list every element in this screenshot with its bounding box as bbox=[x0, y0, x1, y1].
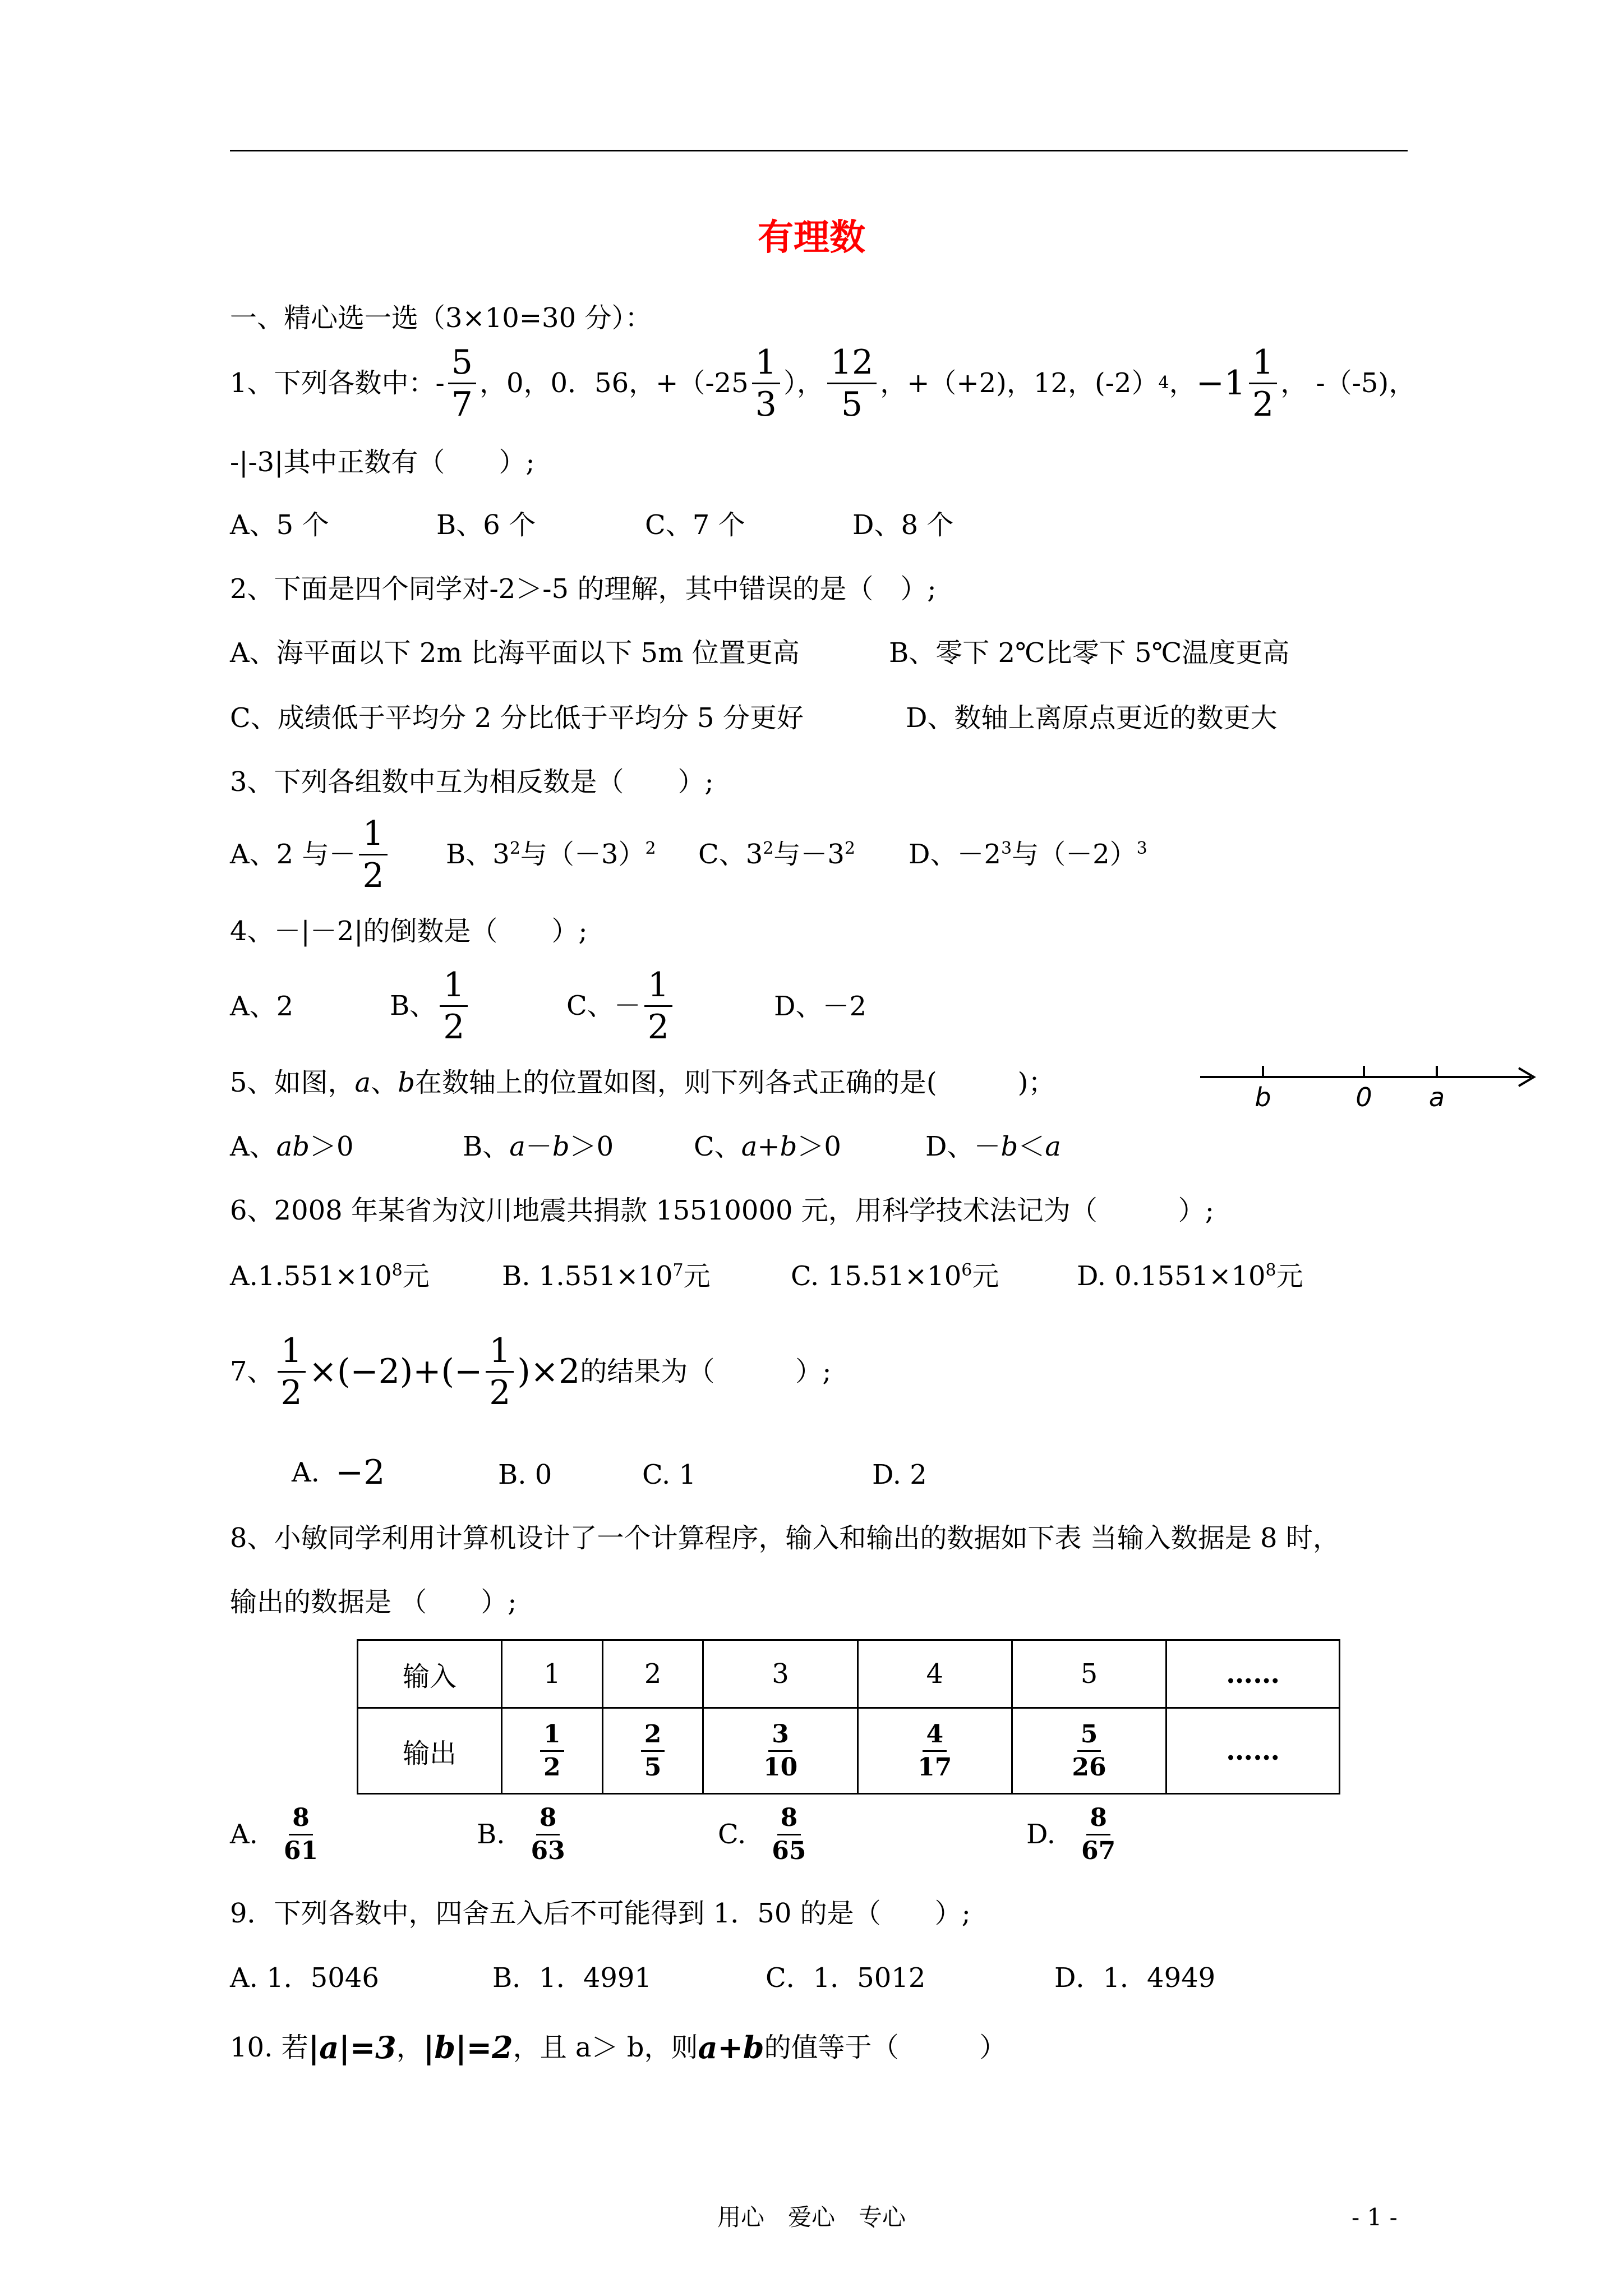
output-fraction bbox=[914, 1719, 955, 1782]
q5-text-2: 、 bbox=[371, 1067, 398, 1098]
q9-option-a: A. 1．5046 bbox=[230, 1962, 379, 1994]
page-title: 有理数 bbox=[758, 217, 865, 259]
q8-opt-b-den: 63 bbox=[531, 1836, 565, 1865]
q4-opt-c-den: 2 bbox=[647, 1007, 669, 1047]
q8-opt-d-fraction bbox=[1078, 1803, 1119, 1865]
q1-option-d: D、8 个 bbox=[852, 509, 954, 541]
table-cell bbox=[602, 1708, 703, 1794]
table-row-output bbox=[358, 1708, 1340, 1794]
q8-opt-a-den: 61 bbox=[283, 1836, 319, 1865]
q4-opt-b-num: 1 bbox=[440, 968, 468, 1007]
q5-opt-c-var2: b bbox=[780, 1131, 797, 1162]
table-cell: 2 bbox=[602, 1640, 703, 1708]
q1-option-c: C、7 个 bbox=[645, 509, 745, 541]
question-10 bbox=[230, 2025, 1007, 2070]
q10-mid: ，且 a＞ b，则 bbox=[513, 2032, 698, 2063]
q6-opt-b-post: 元 bbox=[683, 1260, 711, 1292]
q5-var-b: b bbox=[398, 1067, 415, 1098]
q6-opt-b-sup: 7 bbox=[672, 1260, 684, 1280]
q3-opt-a-pre: A、2 与－ bbox=[230, 839, 356, 870]
q5-opt-b-mid: － bbox=[525, 1131, 552, 1162]
q5-option-a bbox=[230, 1133, 354, 1160]
q8-opt-a-label: A. bbox=[230, 1819, 258, 1850]
q1-f1-num: 5 bbox=[448, 346, 476, 384]
q3-opt-c-sup2: 2 bbox=[844, 839, 856, 858]
q3-opt-a-num: 1 bbox=[359, 817, 387, 855]
q5-text-1: 5、如图， bbox=[230, 1067, 355, 1098]
q5-text-3: 在数轴上的位置如图，则下列各式正确的是( )； bbox=[414, 1067, 1055, 1098]
q7-f2-num: 1 bbox=[486, 1334, 514, 1373]
q1-fraction-4 bbox=[1249, 342, 1277, 424]
output-fraction bbox=[760, 1719, 801, 1782]
q6-opt-c-post: 元 bbox=[972, 1260, 999, 1292]
q6-option-a bbox=[230, 1262, 430, 1290]
q4-opt-b-fraction bbox=[440, 965, 468, 1047]
q7-prefix: 7、 bbox=[230, 1356, 274, 1387]
q6-opt-c-sup: 6 bbox=[961, 1260, 972, 1280]
q8-opt-a-num: 8 bbox=[289, 1806, 313, 1835]
q1-option-a: A、5 个 bbox=[230, 509, 329, 541]
output-den: 2 bbox=[543, 1752, 561, 1782]
q5-opt-b-pre: B、 bbox=[463, 1131, 510, 1162]
q3-opt-b-mid: 与（－3） bbox=[520, 839, 645, 870]
q10-expr: a+b bbox=[698, 2030, 764, 2065]
q5-opt-c-var1: a bbox=[741, 1131, 758, 1162]
q3-opt-a-fraction bbox=[359, 813, 387, 895]
q1-f2-num: 1 bbox=[752, 346, 780, 384]
q2-option-c: C、成绩低于平均分 2 分比低于平均分 5 分更好 bbox=[230, 702, 804, 734]
label-b: b bbox=[1255, 1082, 1271, 1112]
question-8-line-1: 8、小敏同学利用计算机设计了一个计算程序，输入和输出的数据如下表 当输入数据是 8 时， bbox=[230, 1522, 1340, 1554]
q1-f4-num: 1 bbox=[1249, 346, 1277, 384]
q2-option-a: A、海平面以下 2m 比海平面以下 5m 位置更高 bbox=[230, 637, 800, 669]
q5-opt-c-post: ＞0 bbox=[797, 1131, 841, 1162]
q1-f1-den: 7 bbox=[451, 384, 473, 424]
q5-option-d bbox=[925, 1133, 1061, 1160]
q6-opt-a-pre: A.1.551×10 bbox=[230, 1260, 392, 1292]
output-num: 1 bbox=[540, 1722, 564, 1752]
q5-opt-d-mid: ＜ bbox=[1018, 1131, 1045, 1162]
q1-f4-den: 2 bbox=[1252, 384, 1274, 424]
q3-opt-d-pre: D、－2 bbox=[909, 839, 1002, 870]
q10-prefix: 10. 若 bbox=[230, 2032, 308, 2063]
q7-opt-a-pre: A. bbox=[292, 1457, 320, 1488]
output-den: 26 bbox=[1072, 1752, 1106, 1782]
q5-option-b bbox=[463, 1133, 614, 1160]
q7-expr-1: ×(−2)+(− bbox=[308, 1352, 483, 1391]
output-fraction bbox=[540, 1719, 564, 1782]
q8-opt-c-fraction bbox=[768, 1803, 809, 1865]
q7-f1-den: 2 bbox=[280, 1373, 302, 1412]
q3-opt-c-mid: 与－3 bbox=[773, 839, 845, 870]
output-num: 5 bbox=[1077, 1722, 1101, 1752]
q5-opt-d-var2: a bbox=[1045, 1131, 1061, 1162]
q7-expr-2: )×2 bbox=[517, 1352, 580, 1391]
table-row-input bbox=[358, 1640, 1340, 1708]
table-head-output: 输出 bbox=[358, 1708, 502, 1794]
q5-option-c bbox=[694, 1133, 841, 1160]
q4-opt-c-pre: C、－ bbox=[566, 990, 641, 1022]
q5-opt-b-post: ＞0 bbox=[569, 1131, 614, 1162]
q4-opt-c-fraction bbox=[644, 965, 672, 1047]
q4-option-a: A、2 bbox=[230, 991, 294, 1022]
question-1-line-1 bbox=[230, 342, 1416, 424]
number-line-diagram bbox=[1195, 1055, 1542, 1116]
q8-option-a bbox=[230, 1798, 325, 1871]
q3-option-b bbox=[446, 840, 656, 868]
q1-fraction-1 bbox=[448, 342, 476, 424]
q8-opt-a-fraction bbox=[280, 1803, 321, 1865]
q3-opt-b-pre: B、3 bbox=[446, 839, 510, 870]
output-den: 17 bbox=[917, 1752, 952, 1782]
q10-abs-a: |a|=3 bbox=[308, 2030, 396, 2065]
q1-fraction-2 bbox=[752, 342, 780, 424]
q1-mid-3: ，+（+2)，12，(-2） bbox=[880, 367, 1159, 399]
q1-mixed-whole: −1 bbox=[1196, 364, 1246, 403]
q3-opt-d-sup2: 3 bbox=[1136, 839, 1147, 858]
label-a: a bbox=[1428, 1082, 1445, 1112]
q4-opt-b-den: 2 bbox=[443, 1007, 465, 1047]
q5-opt-d-pre: D、－ bbox=[925, 1131, 1001, 1162]
q5-opt-b-var2: b bbox=[552, 1131, 570, 1162]
q6-opt-d-sup: 8 bbox=[1265, 1260, 1276, 1280]
output-num: 2 bbox=[641, 1722, 665, 1752]
q3-option-a bbox=[230, 813, 391, 895]
section-heading: 一、精心选一选（3×10=30 分）： bbox=[230, 302, 652, 334]
table-head-input: 输入 bbox=[358, 1640, 502, 1708]
q1-mid-1: ，0，0．56，+（-25 bbox=[479, 367, 749, 399]
table-cell: 4 bbox=[857, 1640, 1012, 1708]
q6-opt-d-pre: D. 0.1551×10 bbox=[1077, 1260, 1266, 1292]
q5-opt-c-pre: C、 bbox=[694, 1131, 741, 1162]
q7-f2-den: 2 bbox=[489, 1373, 511, 1412]
q5-opt-a-pre: A、 bbox=[230, 1131, 276, 1162]
output-num: 4 bbox=[923, 1722, 947, 1752]
q7-f1-num: 1 bbox=[278, 1334, 306, 1373]
q3-opt-d-mid: 与（－2） bbox=[1012, 839, 1137, 870]
q8-opt-d-num: 8 bbox=[1086, 1806, 1110, 1835]
question-5 bbox=[230, 1069, 1055, 1096]
q10-abs-b: |b|=2 bbox=[423, 2030, 513, 2065]
q7-option-b: B. 0 bbox=[498, 1459, 552, 1490]
q1-prefix: 1、下列各数中：- bbox=[230, 367, 445, 399]
q8-option-d bbox=[1026, 1798, 1122, 1871]
q5-opt-b-var1: a bbox=[509, 1131, 525, 1162]
q2-option-b: B、零下 2℃比零下 5℃温度更高 bbox=[889, 637, 1290, 669]
footer-motto: 用心 爱心 专心 bbox=[717, 2203, 906, 2231]
q7-tail: 的结果为（ ）; bbox=[580, 1356, 832, 1387]
q7-option-d: D. 2 bbox=[872, 1459, 927, 1490]
q8-opt-c-num: 8 bbox=[777, 1806, 801, 1835]
q7-fraction-1 bbox=[278, 1331, 306, 1412]
question-8-line-2: 输出的数据是 （ ）; bbox=[230, 1586, 517, 1618]
table-cell-ellipsis: …… bbox=[1166, 1640, 1340, 1708]
question-6: 6、2008 年某省为汶川地震共捐款 15510000 元，用科学技术法记为（ ）; bbox=[230, 1195, 1214, 1226]
q10-tail: 的值等于（ ） bbox=[764, 2032, 1007, 2063]
q3-opt-c-pre: C、3 bbox=[698, 839, 763, 870]
q9-option-d: D．1．4949 bbox=[1054, 1962, 1216, 1994]
table-cell: 1 bbox=[502, 1640, 603, 1708]
q5-opt-a-var: ab bbox=[276, 1131, 310, 1162]
q4-option-c bbox=[566, 965, 676, 1047]
q1-mid-4: ， bbox=[1169, 367, 1196, 399]
q1-tail: ， -（-5)， bbox=[1280, 367, 1416, 399]
q1-sup-4: 4 bbox=[1158, 373, 1169, 393]
question-4: 4、－|－2|的倒数是（ ）; bbox=[230, 915, 588, 947]
question-3: 3、下列各组数中互为相反数是（ ）; bbox=[230, 766, 714, 798]
output-num: 3 bbox=[768, 1722, 792, 1752]
q10-sep: ， bbox=[396, 2032, 423, 2063]
q8-opt-c-den: 65 bbox=[772, 1836, 806, 1865]
question-7 bbox=[230, 1329, 831, 1414]
q1-f3-den: 5 bbox=[841, 384, 863, 424]
q8-opt-b-label: B. bbox=[477, 1819, 505, 1850]
table-cell bbox=[1012, 1708, 1166, 1794]
q5-opt-d-var1: b bbox=[1000, 1131, 1018, 1162]
q1-option-b: B、6 个 bbox=[436, 509, 536, 541]
q8-opt-d-den: 67 bbox=[1081, 1836, 1116, 1865]
label-0: 0 bbox=[1355, 1082, 1372, 1112]
q6-opt-c-pre: C. 15.51×10 bbox=[791, 1260, 962, 1292]
question-9: 9．下列各数中，四舍五入后不可能得到 1．50 的是（ ）; bbox=[230, 1898, 971, 1929]
q6-opt-d-post: 元 bbox=[1276, 1260, 1303, 1292]
q3-option-d bbox=[909, 840, 1147, 868]
q5-opt-c-mid: + bbox=[757, 1131, 780, 1162]
q1-fraction-3 bbox=[827, 342, 877, 424]
output-den: 5 bbox=[644, 1752, 662, 1782]
q5-var-a: a bbox=[354, 1067, 371, 1098]
table-cell: 5 bbox=[1012, 1640, 1166, 1708]
table-cell bbox=[857, 1708, 1012, 1794]
q8-opt-c-label: C. bbox=[718, 1819, 746, 1850]
q4-option-b bbox=[390, 965, 471, 1047]
header-rule bbox=[230, 150, 1408, 151]
q7-fraction-2 bbox=[486, 1331, 514, 1412]
output-fraction bbox=[1068, 1719, 1109, 1782]
output-fraction bbox=[641, 1719, 665, 1782]
q9-option-c: C．1．5012 bbox=[766, 1962, 926, 1994]
q2-option-d: D、数轴上离原点更近的数更大 bbox=[906, 702, 1278, 734]
q3-opt-d-sup1: 3 bbox=[1001, 839, 1012, 858]
q8-opt-b-num: 8 bbox=[536, 1806, 560, 1835]
output-den: 10 bbox=[763, 1752, 798, 1782]
q8-opt-b-fraction bbox=[528, 1803, 569, 1865]
question-2: 2、下面是四个同学对-2＞-5 的理解，其中错误的是（ ）; bbox=[230, 573, 937, 605]
q5-opt-a-post: ＞0 bbox=[310, 1131, 354, 1162]
q7-opt-a-val: −2 bbox=[335, 1453, 385, 1492]
q1-f3-num: 12 bbox=[827, 346, 877, 384]
q4-opt-c-num: 1 bbox=[644, 968, 672, 1007]
q7-option-c: C. 1 bbox=[642, 1459, 697, 1490]
table-cell bbox=[703, 1708, 857, 1794]
q1-mid-2: ）， bbox=[783, 367, 824, 399]
q8-opt-d-label: D. bbox=[1026, 1819, 1056, 1850]
q1-f2-den: 3 bbox=[755, 384, 777, 424]
q6-option-d bbox=[1077, 1262, 1303, 1290]
q3-opt-b-sup2: 2 bbox=[645, 839, 656, 858]
q6-opt-a-sup: 8 bbox=[391, 1260, 403, 1280]
table-cell: 3 bbox=[703, 1640, 857, 1708]
q3-opt-b-sup1: 2 bbox=[509, 839, 520, 858]
q4-opt-b-pre: B、 bbox=[390, 990, 437, 1022]
q3-option-c bbox=[698, 840, 855, 868]
table-cell-ellipsis: …… bbox=[1166, 1708, 1340, 1794]
q8-option-c bbox=[718, 1798, 813, 1871]
q6-opt-b-pre: B. 1.551×10 bbox=[502, 1260, 673, 1292]
q3-opt-c-sup1: 2 bbox=[763, 839, 774, 858]
q4-option-d: D、－2 bbox=[774, 991, 867, 1022]
q6-opt-a-post: 元 bbox=[402, 1260, 430, 1292]
q8-option-b bbox=[477, 1798, 572, 1871]
question-1-line-2: -|-3|其中正数有（ ）; bbox=[230, 447, 535, 478]
q9-option-b: B．1．4991 bbox=[492, 1962, 652, 1994]
q7-option-a bbox=[292, 1453, 385, 1492]
input-output-table bbox=[357, 1639, 1340, 1795]
q6-option-b bbox=[502, 1262, 711, 1290]
page-number: - 1 - bbox=[1352, 2203, 1398, 2231]
q3-opt-a-den: 2 bbox=[362, 855, 384, 895]
q6-option-c bbox=[791, 1262, 999, 1290]
table-cell bbox=[502, 1708, 603, 1794]
